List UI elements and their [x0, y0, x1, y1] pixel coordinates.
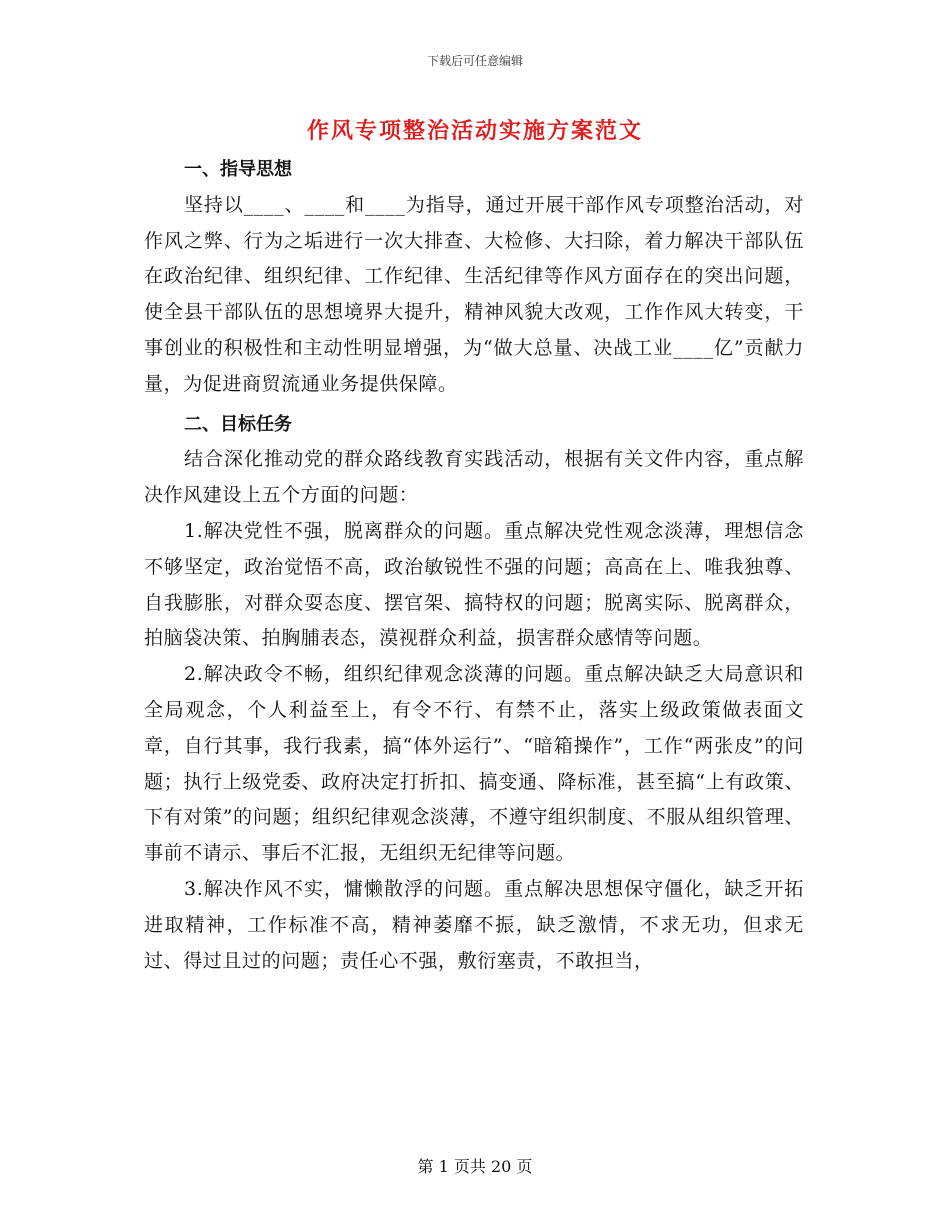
document-title: 作风专项整治活动实施方案范文 [306, 118, 643, 144]
paragraph: 坚持以____、____和____为指导，通过开展干部作风专项整治活动，对作风之弊、行为之垢进行一次大排查、大检修、大扫除，着力解决干部队伍在政治纪律、组织纪律、工作纪律、生活纪律等作风方面存在的突出问题，使全县干部队伍的思想境界大提升，精神风貌大改观，工作作风大转变，干事创业的积极性和主动性明显增强，为“做大总量、决战工业____亿”贡献力量，为促进商贸流通业务提供保障。 [144, 193, 804, 395]
section-guiding-ideology [144, 152, 804, 403]
header-note: 下载后可任意编辑 [426, 54, 523, 68]
paragraph: 2.解决政令不畅，组织纪律观念淡薄的问题。重点解决缺乏大局意识和全局观念，个人利益至上，有令不行、有禁不止，落实上级政策做表面文章，自行其事，我行我素，搞“体外运行”、“暗箱操作”，工作“两张皮”的问题；执行上级党委、政府决定打折扣、搞变通、降标准，甚至搞“上有政策、下有对策”的问题；组织纪律观念淡薄，不遵守组织制度、不服从组织管理、事前不请示、事后不汇报，无组织无纪律等问题。 [144, 663, 804, 865]
page-number: 第 1 页共 20 页 [417, 1157, 533, 1176]
paragraph: 结合深化推动党的群众路线教育实践活动，根据有关文件内容，重点解决作风建设上五个方面的问题： [144, 448, 804, 507]
document-body [144, 152, 804, 979]
section-heading: 一、指导思想 [184, 159, 292, 180]
section-goals-tasks [144, 407, 804, 980]
paragraph: 1.解决党性不强，脱离群众的问题。重点解决党性观念淡薄，理想信念不够坚定，政治觉悟不高，政治敏锐性不强的问题；高高在上、唯我独尊、自我膨胀，对群众耍态度、摆官架、搞特权的问题；脱离实际、脱离群众，拍脑袋决策、拍胸脯表态，漠视群众利益，损害群众感情等问题。 [144, 519, 804, 650]
section-heading: 二、目标任务 [184, 413, 292, 435]
paragraph: 3.解决作风不实，慵懒散浮的问题。重点解决思想保守僵化，缺乏开拓进取精神，工作标准不高，精神萎靡不振，缺乏激情，不求无功，但求无过、得过且过的问题；责任心不强，敷衍塞责，不敢担当， [144, 877, 804, 972]
